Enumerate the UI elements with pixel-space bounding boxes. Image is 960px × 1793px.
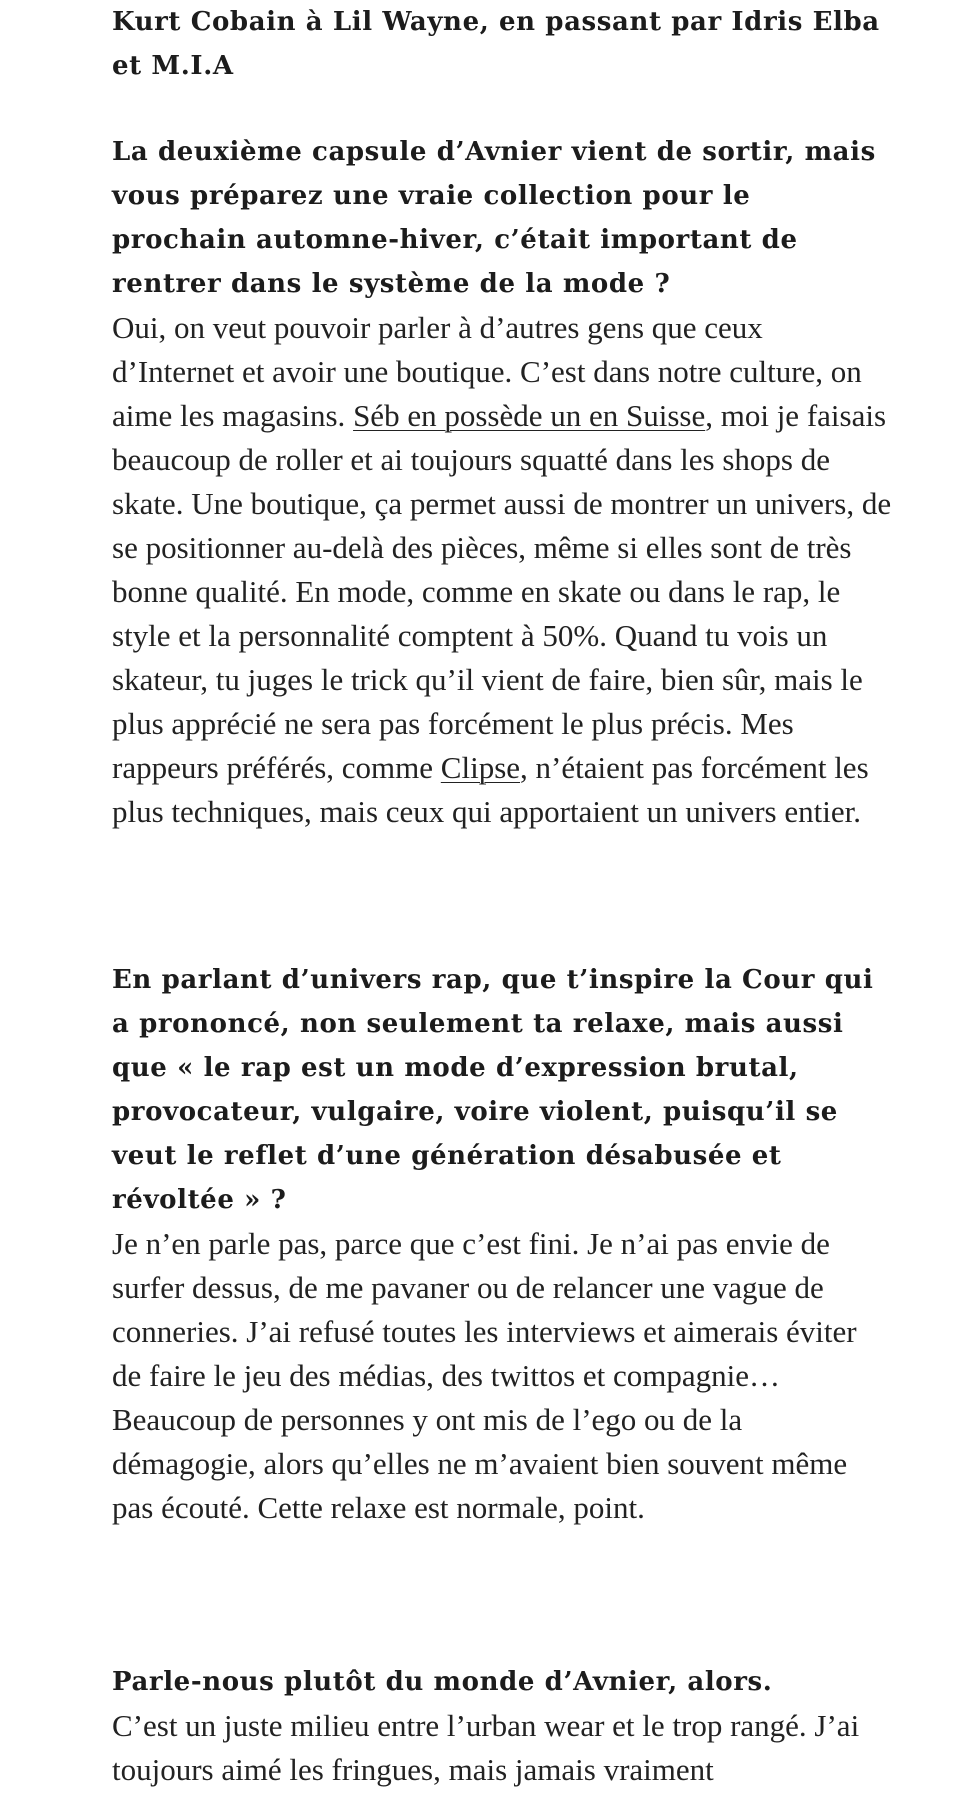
answer-text: Oui, on veut pouvoir parler à d’autres gens que ceux d’Internet et avoir une boutique. C’est dans notre culture, on aime les magasins.	[112, 310, 862, 433]
intro-tail-text: Kurt Cobain à Lil Wayne, en passant par Idris Elba et M.I.A	[112, 7, 880, 81]
link-seb-boutique[interactable]: Séb en possède un en Suisse	[353, 398, 706, 433]
qa-block-relaxe	[112, 958, 892, 1530]
answer-text: , n’étaient pas forcément les plus techniques, mais ceux qui apportaient un univers entier.	[112, 750, 869, 829]
qa-block-boutique	[112, 130, 892, 834]
qa-block-avnier-world	[112, 1660, 892, 1792]
answer-paragraph: Je n’en parle pas, parce que c’est fini. Je n’ai pas envie de surfer dessus, de me pavaner ou de relancer une vague de conneries. J’ai refusé toutes les interviews et aimerais éviter de faire le jeu des médias, des twittos et compagnie… Beaucoup de personnes y ont mis de l’ego ou de la démagogie, alors qu’elles ne m’avaient bien souvent même pas écouté. Cette relaxe est normale, point.	[112, 1226, 857, 1525]
question-heading: En parlant d’univers rap, que t’inspire la Cour qui a prononcé, non seulement ta relaxe, mais aussi que « le rap est un mode d’expression brutal, provocateur, vulgaire, voire violent, puisqu’il se veut le reflet d’une génération désabusée et révoltée » ?	[112, 965, 874, 1215]
question-heading: La deuxième capsule d’Avnier vient de sortir, mais vous préparez une vraie collection pour le prochain automne-hiver, c’était important de rentrer dans le système de la mode ?	[112, 137, 876, 299]
answer-paragraph: C’est un juste milieu entre l’urban wear et le trop rangé. J’ai toujours aimé les fringues, mais jamais vraiment	[112, 1708, 860, 1787]
answer-text: , moi je faisais beaucoup de roller et ai toujours squatté dans les shops de skate. Une boutique, ça permet aussi de montrer un univers, de se positionner au-delà des pièces, même si elles sont de très bonne qualité. En mode, comme en skate ou dans le rap, le style et la personnalité comptent à 50%. Quand tu vois un skateur, tu juges le trick qu’il vient de faire, bien sûr, mais le plus apprécié ne sera pas forcément le plus précis. Mes rappeurs préférés, comme	[112, 398, 892, 785]
link-clipse[interactable]: Clipse	[440, 750, 521, 785]
answer-paragraph	[112, 306, 892, 834]
question-heading: Parle-nous plutôt du monde d’Avnier, alors.	[112, 1667, 773, 1697]
